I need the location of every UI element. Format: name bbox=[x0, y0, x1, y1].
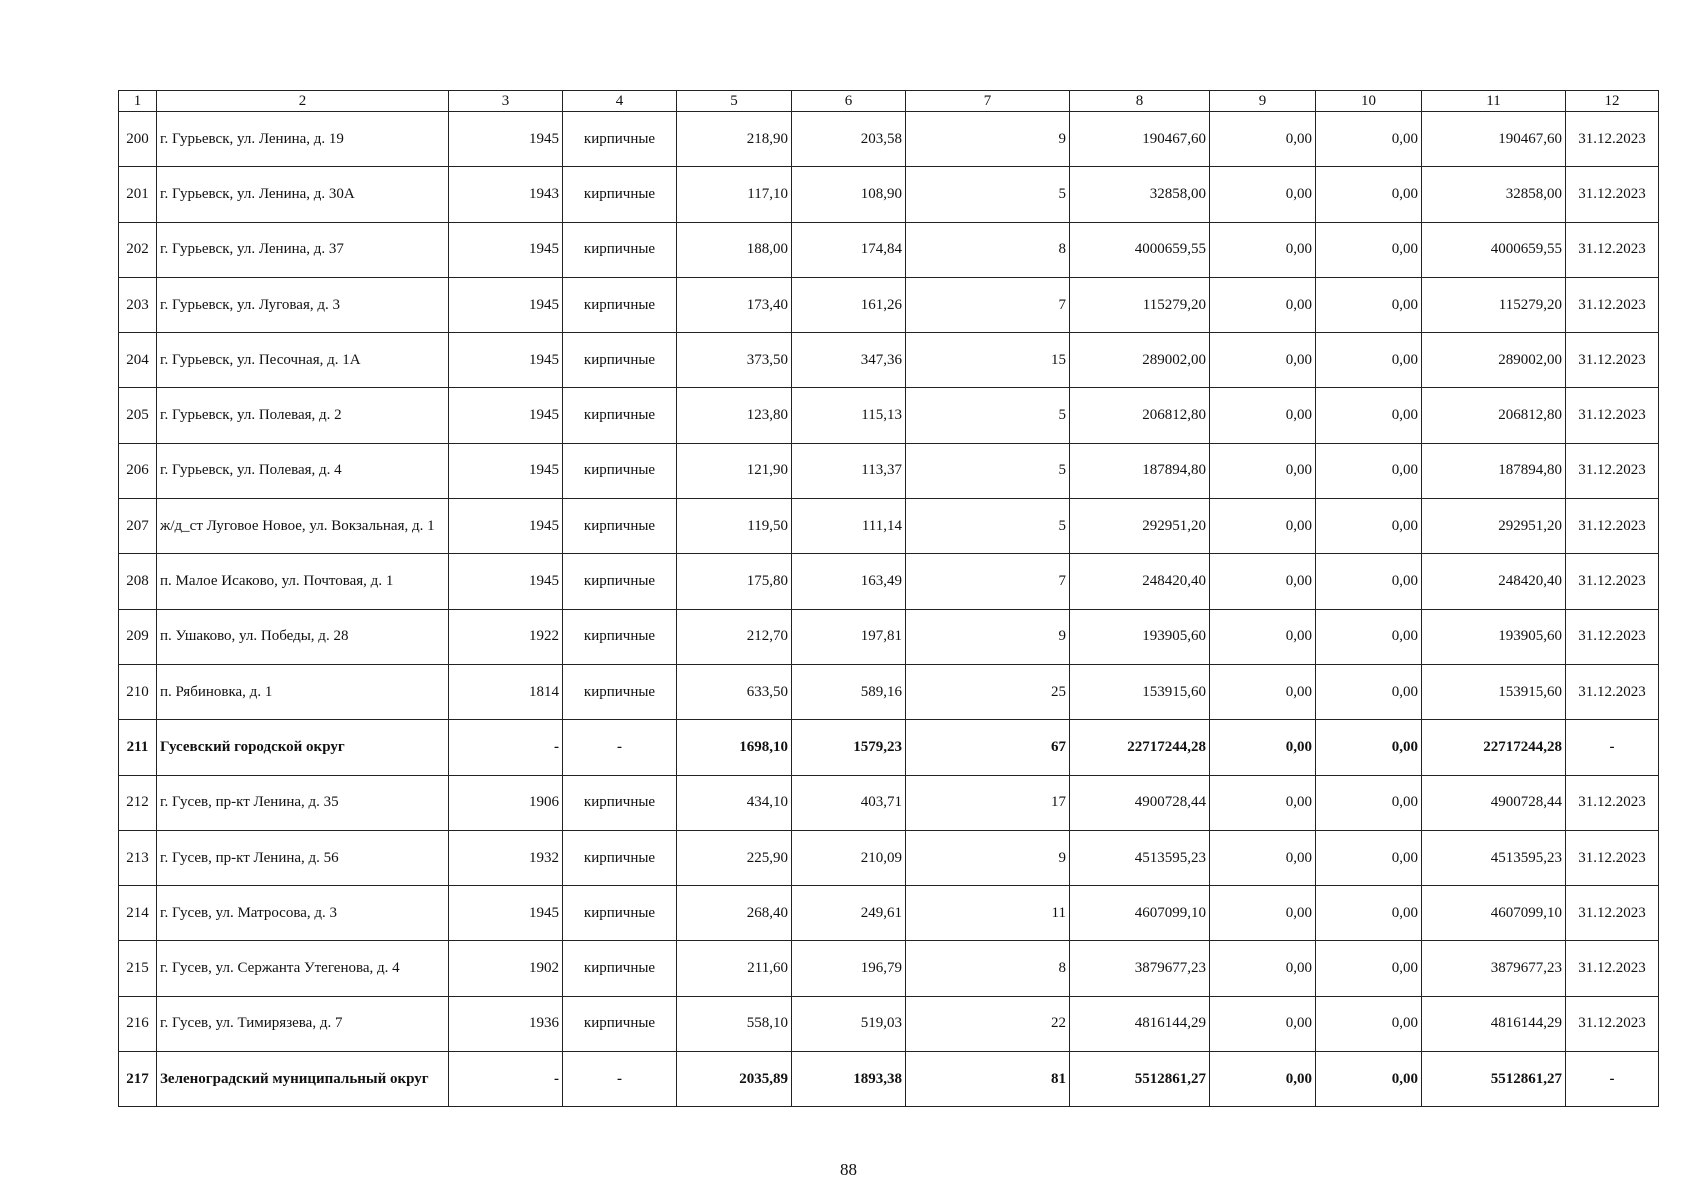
col8-cell: 4513595,23 bbox=[1070, 830, 1210, 885]
year-cell: 1932 bbox=[449, 830, 563, 885]
row-number: 200 bbox=[119, 112, 157, 167]
col8-cell: 190467,60 bbox=[1070, 112, 1210, 167]
row-number: 202 bbox=[119, 222, 157, 277]
col7-cell: 8 bbox=[906, 222, 1070, 277]
table-body bbox=[119, 112, 1659, 1107]
col5-cell: 558,10 bbox=[677, 996, 792, 1051]
col10-cell: 0,00 bbox=[1316, 499, 1422, 554]
row-number: 203 bbox=[119, 277, 157, 332]
col5-cell: 123,80 bbox=[677, 388, 792, 443]
col10-cell: 0,00 bbox=[1316, 443, 1422, 498]
table-row bbox=[119, 886, 1659, 941]
col11-cell: 4816144,29 bbox=[1422, 996, 1566, 1051]
col5-cell: 211,60 bbox=[677, 941, 792, 996]
col10-cell: 0,00 bbox=[1316, 609, 1422, 664]
col11-cell: 115279,20 bbox=[1422, 277, 1566, 332]
address-cell: г. Гурьевск, ул. Ленина, д. 30А bbox=[157, 167, 449, 222]
table-row bbox=[119, 609, 1659, 664]
col9-cell: 0,00 bbox=[1210, 720, 1316, 775]
address-cell: г. Гурьевск, ул. Луговая, д. 3 bbox=[157, 277, 449, 332]
col6-cell: 210,09 bbox=[792, 830, 906, 885]
col6-cell: 1893,38 bbox=[792, 1052, 906, 1107]
col7-cell: 5 bbox=[906, 499, 1070, 554]
col7-cell: 22 bbox=[906, 996, 1070, 1051]
col11-cell: 190467,60 bbox=[1422, 112, 1566, 167]
address-cell: г. Гусев, пр-кт Ленина, д. 56 bbox=[157, 830, 449, 885]
row-number: 208 bbox=[119, 554, 157, 609]
col5-cell: 117,10 bbox=[677, 167, 792, 222]
col11-cell: 22717244,28 bbox=[1422, 720, 1566, 775]
address-cell: г. Гурьевск, ул. Полевая, д. 2 bbox=[157, 388, 449, 443]
wall-material-cell: кирпичные bbox=[563, 664, 677, 719]
col9-cell: 0,00 bbox=[1210, 277, 1316, 332]
col6-cell: 161,26 bbox=[792, 277, 906, 332]
column-header-1: 1 bbox=[119, 91, 157, 112]
col10-cell: 0,00 bbox=[1316, 830, 1422, 885]
address-cell: г. Гурьевск, ул. Песочная, д. 1А bbox=[157, 333, 449, 388]
col9-cell: 0,00 bbox=[1210, 941, 1316, 996]
col7-cell: 8 bbox=[906, 941, 1070, 996]
col8-cell: 4607099,10 bbox=[1070, 886, 1210, 941]
col9-cell: 0,00 bbox=[1210, 609, 1316, 664]
col10-cell: 0,00 bbox=[1316, 664, 1422, 719]
col5-cell: 121,90 bbox=[677, 443, 792, 498]
col8-cell: 4900728,44 bbox=[1070, 775, 1210, 830]
col5-cell: 175,80 bbox=[677, 554, 792, 609]
col10-cell: 0,00 bbox=[1316, 996, 1422, 1051]
address-cell: г. Гурьевск, ул. Ленина, д. 37 bbox=[157, 222, 449, 277]
table-row bbox=[119, 775, 1659, 830]
col8-cell: 153915,60 bbox=[1070, 664, 1210, 719]
column-header-8: 8 bbox=[1070, 91, 1210, 112]
year-cell: 1945 bbox=[449, 886, 563, 941]
year-cell: 1945 bbox=[449, 388, 563, 443]
row-number: 205 bbox=[119, 388, 157, 443]
row-number: 210 bbox=[119, 664, 157, 719]
year-cell: 1945 bbox=[449, 443, 563, 498]
col5-cell: 173,40 bbox=[677, 277, 792, 332]
col6-cell: 197,81 bbox=[792, 609, 906, 664]
col9-cell: 0,00 bbox=[1210, 333, 1316, 388]
col5-cell: 218,90 bbox=[677, 112, 792, 167]
col7-cell: 7 bbox=[906, 277, 1070, 332]
col12-cell: 31.12.2023 bbox=[1566, 112, 1659, 167]
col6-cell: 108,90 bbox=[792, 167, 906, 222]
table-row bbox=[119, 333, 1659, 388]
column-header-10: 10 bbox=[1316, 91, 1422, 112]
col12-cell: 31.12.2023 bbox=[1566, 277, 1659, 332]
year-cell: 1936 bbox=[449, 996, 563, 1051]
col10-cell: 0,00 bbox=[1316, 720, 1422, 775]
col9-cell: 0,00 bbox=[1210, 830, 1316, 885]
wall-material-cell: кирпичные bbox=[563, 167, 677, 222]
col5-cell: 2035,89 bbox=[677, 1052, 792, 1107]
table-row bbox=[119, 941, 1659, 996]
col9-cell: 0,00 bbox=[1210, 1052, 1316, 1107]
col6-cell: 347,36 bbox=[792, 333, 906, 388]
col8-cell: 187894,80 bbox=[1070, 443, 1210, 498]
col5-cell: 119,50 bbox=[677, 499, 792, 554]
col10-cell: 0,00 bbox=[1316, 277, 1422, 332]
col9-cell: 0,00 bbox=[1210, 499, 1316, 554]
col8-cell: 292951,20 bbox=[1070, 499, 1210, 554]
address-cell: г. Гурьевск, ул. Ленина, д. 19 bbox=[157, 112, 449, 167]
address-cell: ж/д_ст Луговое Новое, ул. Вокзальная, д. 1 bbox=[157, 499, 449, 554]
row-number: 211 bbox=[119, 720, 157, 775]
wall-material-cell: кирпичные bbox=[563, 554, 677, 609]
col7-cell: 5 bbox=[906, 167, 1070, 222]
col7-cell: 17 bbox=[906, 775, 1070, 830]
year-cell: 1945 bbox=[449, 277, 563, 332]
col5-cell: 188,00 bbox=[677, 222, 792, 277]
address-cell: г. Гусев, пр-кт Ленина, д. 35 bbox=[157, 775, 449, 830]
col12-cell: 31.12.2023 bbox=[1566, 554, 1659, 609]
row-number: 215 bbox=[119, 941, 157, 996]
table-row bbox=[119, 664, 1659, 719]
col9-cell: 0,00 bbox=[1210, 388, 1316, 443]
address-cell: г. Гурьевск, ул. Полевая, д. 4 bbox=[157, 443, 449, 498]
col10-cell: 0,00 bbox=[1316, 775, 1422, 830]
col6-cell: 115,13 bbox=[792, 388, 906, 443]
address-cell: г. Гусев, ул. Тимирязева, д. 7 bbox=[157, 996, 449, 1051]
column-header-5: 5 bbox=[677, 91, 792, 112]
col5-cell: 225,90 bbox=[677, 830, 792, 885]
col6-cell: 163,49 bbox=[792, 554, 906, 609]
col7-cell: 5 bbox=[906, 388, 1070, 443]
col12-cell: - bbox=[1566, 720, 1659, 775]
housing-register-table bbox=[118, 90, 1659, 1107]
col11-cell: 248420,40 bbox=[1422, 554, 1566, 609]
col8-cell: 115279,20 bbox=[1070, 277, 1210, 332]
wall-material-cell: кирпичные bbox=[563, 775, 677, 830]
year-cell: 1945 bbox=[449, 222, 563, 277]
col8-cell: 5512861,27 bbox=[1070, 1052, 1210, 1107]
table-row bbox=[119, 443, 1659, 498]
page-number: 88 bbox=[840, 1160, 857, 1179]
col8-cell: 193905,60 bbox=[1070, 609, 1210, 664]
col9-cell: 0,00 bbox=[1210, 167, 1316, 222]
col8-cell: 22717244,28 bbox=[1070, 720, 1210, 775]
col5-cell: 212,70 bbox=[677, 609, 792, 664]
table-row bbox=[119, 388, 1659, 443]
year-cell: 1814 bbox=[449, 664, 563, 719]
wall-material-cell: кирпичные bbox=[563, 333, 677, 388]
year-cell: 1945 bbox=[449, 333, 563, 388]
row-number: 217 bbox=[119, 1052, 157, 1107]
table-row bbox=[119, 167, 1659, 222]
wall-material-cell: кирпичные bbox=[563, 443, 677, 498]
table-row bbox=[119, 830, 1659, 885]
col6-cell: 589,16 bbox=[792, 664, 906, 719]
column-header-11: 11 bbox=[1422, 91, 1566, 112]
address-cell: Гусевский городской округ bbox=[157, 720, 449, 775]
col11-cell: 4607099,10 bbox=[1422, 886, 1566, 941]
address-cell: г. Гусев, ул. Сержанта Утегенова, д. 4 bbox=[157, 941, 449, 996]
table-row bbox=[119, 222, 1659, 277]
register-sheet bbox=[118, 90, 1658, 1107]
col6-cell: 203,58 bbox=[792, 112, 906, 167]
col9-cell: 0,00 bbox=[1210, 112, 1316, 167]
wall-material-cell: кирпичные bbox=[563, 996, 677, 1051]
col10-cell: 0,00 bbox=[1316, 941, 1422, 996]
column-header-12: 12 bbox=[1566, 91, 1659, 112]
col11-cell: 4513595,23 bbox=[1422, 830, 1566, 885]
year-cell: 1906 bbox=[449, 775, 563, 830]
year-cell: - bbox=[449, 1052, 563, 1107]
col9-cell: 0,00 bbox=[1210, 886, 1316, 941]
col5-cell: 633,50 bbox=[677, 664, 792, 719]
col11-cell: 187894,80 bbox=[1422, 443, 1566, 498]
col6-cell: 196,79 bbox=[792, 941, 906, 996]
wall-material-cell: кирпичные bbox=[563, 886, 677, 941]
col10-cell: 0,00 bbox=[1316, 886, 1422, 941]
year-cell: 1922 bbox=[449, 609, 563, 664]
col12-cell: 31.12.2023 bbox=[1566, 609, 1659, 664]
col12-cell: 31.12.2023 bbox=[1566, 499, 1659, 554]
col7-cell: 7 bbox=[906, 554, 1070, 609]
col12-cell: - bbox=[1566, 1052, 1659, 1107]
address-cell: Зеленоградский муниципальный округ bbox=[157, 1052, 449, 1107]
col12-cell: 31.12.2023 bbox=[1566, 222, 1659, 277]
subtotal-row bbox=[119, 1052, 1659, 1107]
year-cell: 1945 bbox=[449, 112, 563, 167]
col9-cell: 0,00 bbox=[1210, 443, 1316, 498]
col6-cell: 174,84 bbox=[792, 222, 906, 277]
wall-material-cell: кирпичные bbox=[563, 499, 677, 554]
col7-cell: 9 bbox=[906, 609, 1070, 664]
col8-cell: 3879677,23 bbox=[1070, 941, 1210, 996]
year-cell: 1945 bbox=[449, 554, 563, 609]
col10-cell: 0,00 bbox=[1316, 112, 1422, 167]
col11-cell: 5512861,27 bbox=[1422, 1052, 1566, 1107]
wall-material-cell: кирпичные bbox=[563, 941, 677, 996]
column-header-4: 4 bbox=[563, 91, 677, 112]
year-cell: - bbox=[449, 720, 563, 775]
column-header-6: 6 bbox=[792, 91, 906, 112]
col6-cell: 249,61 bbox=[792, 886, 906, 941]
col7-cell: 15 bbox=[906, 333, 1070, 388]
address-cell: г. Гусев, ул. Матросова, д. 3 bbox=[157, 886, 449, 941]
col12-cell: 31.12.2023 bbox=[1566, 167, 1659, 222]
col12-cell: 31.12.2023 bbox=[1566, 941, 1659, 996]
row-number: 212 bbox=[119, 775, 157, 830]
col7-cell: 81 bbox=[906, 1052, 1070, 1107]
col11-cell: 32858,00 bbox=[1422, 167, 1566, 222]
col11-cell: 4900728,44 bbox=[1422, 775, 1566, 830]
row-number: 207 bbox=[119, 499, 157, 554]
table-row bbox=[119, 554, 1659, 609]
col9-cell: 0,00 bbox=[1210, 664, 1316, 719]
col11-cell: 3879677,23 bbox=[1422, 941, 1566, 996]
col6-cell: 111,14 bbox=[792, 499, 906, 554]
col9-cell: 0,00 bbox=[1210, 775, 1316, 830]
col11-cell: 289002,00 bbox=[1422, 333, 1566, 388]
address-cell: п. Рябиновка, д. 1 bbox=[157, 664, 449, 719]
column-header-7: 7 bbox=[906, 91, 1070, 112]
address-cell: п. Малое Исаково, ул. Почтовая, д. 1 bbox=[157, 554, 449, 609]
col5-cell: 434,10 bbox=[677, 775, 792, 830]
col5-cell: 268,40 bbox=[677, 886, 792, 941]
wall-material-cell: кирпичные bbox=[563, 277, 677, 332]
year-cell: 1945 bbox=[449, 499, 563, 554]
col8-cell: 4816144,29 bbox=[1070, 996, 1210, 1051]
col5-cell: 1698,10 bbox=[677, 720, 792, 775]
col12-cell: 31.12.2023 bbox=[1566, 664, 1659, 719]
col8-cell: 289002,00 bbox=[1070, 333, 1210, 388]
col7-cell: 25 bbox=[906, 664, 1070, 719]
col12-cell: 31.12.2023 bbox=[1566, 775, 1659, 830]
col8-cell: 4000659,55 bbox=[1070, 222, 1210, 277]
col12-cell: 31.12.2023 bbox=[1566, 388, 1659, 443]
col12-cell: 31.12.2023 bbox=[1566, 830, 1659, 885]
column-number-row bbox=[119, 91, 1659, 112]
col11-cell: 292951,20 bbox=[1422, 499, 1566, 554]
table-row bbox=[119, 112, 1659, 167]
col10-cell: 0,00 bbox=[1316, 1052, 1422, 1107]
col7-cell: 11 bbox=[906, 886, 1070, 941]
col6-cell: 113,37 bbox=[792, 443, 906, 498]
col10-cell: 0,00 bbox=[1316, 333, 1422, 388]
col8-cell: 32858,00 bbox=[1070, 167, 1210, 222]
col7-cell: 9 bbox=[906, 112, 1070, 167]
row-number: 201 bbox=[119, 167, 157, 222]
col11-cell: 206812,80 bbox=[1422, 388, 1566, 443]
col10-cell: 0,00 bbox=[1316, 222, 1422, 277]
col9-cell: 0,00 bbox=[1210, 996, 1316, 1051]
row-number: 206 bbox=[119, 443, 157, 498]
table-row bbox=[119, 499, 1659, 554]
col6-cell: 1579,23 bbox=[792, 720, 906, 775]
col10-cell: 0,00 bbox=[1316, 167, 1422, 222]
row-number: 214 bbox=[119, 886, 157, 941]
wall-material-cell: кирпичные bbox=[563, 830, 677, 885]
wall-material-cell: - bbox=[563, 720, 677, 775]
column-header-2: 2 bbox=[157, 91, 449, 112]
address-cell: п. Ушаково, ул. Победы, д. 28 bbox=[157, 609, 449, 664]
col10-cell: 0,00 bbox=[1316, 554, 1422, 609]
col7-cell: 5 bbox=[906, 443, 1070, 498]
col9-cell: 0,00 bbox=[1210, 554, 1316, 609]
col12-cell: 31.12.2023 bbox=[1566, 443, 1659, 498]
column-header-3: 3 bbox=[449, 91, 563, 112]
wall-material-cell: - bbox=[563, 1052, 677, 1107]
col11-cell: 4000659,55 bbox=[1422, 222, 1566, 277]
wall-material-cell: кирпичные bbox=[563, 388, 677, 443]
col11-cell: 193905,60 bbox=[1422, 609, 1566, 664]
year-cell: 1902 bbox=[449, 941, 563, 996]
table-row bbox=[119, 996, 1659, 1051]
col8-cell: 248420,40 bbox=[1070, 554, 1210, 609]
row-number: 216 bbox=[119, 996, 157, 1051]
wall-material-cell: кирпичные bbox=[563, 222, 677, 277]
col12-cell: 31.12.2023 bbox=[1566, 333, 1659, 388]
col6-cell: 403,71 bbox=[792, 775, 906, 830]
col10-cell: 0,00 bbox=[1316, 388, 1422, 443]
col11-cell: 153915,60 bbox=[1422, 664, 1566, 719]
row-number: 204 bbox=[119, 333, 157, 388]
row-number: 209 bbox=[119, 609, 157, 664]
wall-material-cell: кирпичные bbox=[563, 609, 677, 664]
col12-cell: 31.12.2023 bbox=[1566, 996, 1659, 1051]
wall-material-cell: кирпичные bbox=[563, 112, 677, 167]
col12-cell: 31.12.2023 bbox=[1566, 886, 1659, 941]
col6-cell: 519,03 bbox=[792, 996, 906, 1051]
col7-cell: 9 bbox=[906, 830, 1070, 885]
row-number: 213 bbox=[119, 830, 157, 885]
col9-cell: 0,00 bbox=[1210, 222, 1316, 277]
col5-cell: 373,50 bbox=[677, 333, 792, 388]
col7-cell: 67 bbox=[906, 720, 1070, 775]
column-header-9: 9 bbox=[1210, 91, 1316, 112]
subtotal-row bbox=[119, 720, 1659, 775]
col8-cell: 206812,80 bbox=[1070, 388, 1210, 443]
year-cell: 1943 bbox=[449, 167, 563, 222]
table-row bbox=[119, 277, 1659, 332]
